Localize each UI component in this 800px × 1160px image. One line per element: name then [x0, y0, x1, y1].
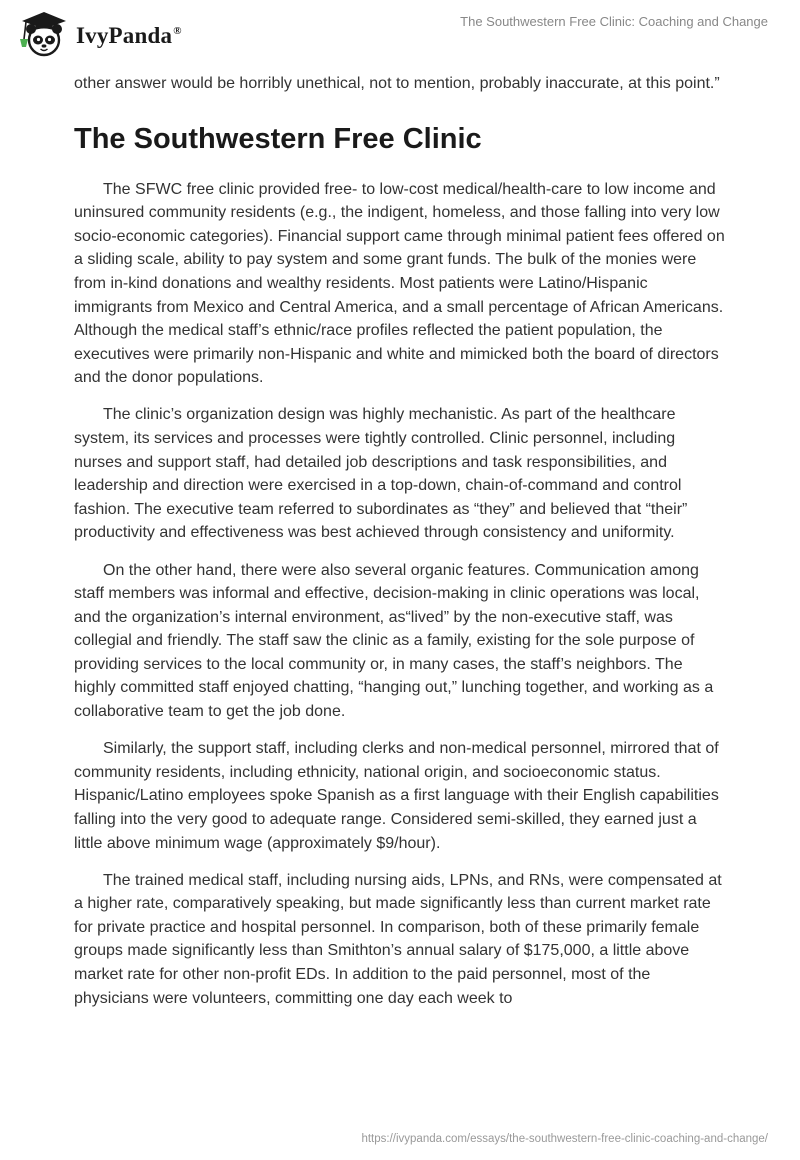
logo-brand-name: IvyPanda [76, 23, 173, 48]
paragraph-2: The clinic’s organization design was highly mechanistic. As part of the healthcare system, its services and processes were tightly controlled. Clinic personnel, including nurses and support staff, had detailed job descriptions and task responsibilities, and leadership and direction were exercised in a top-down, chain-of-command and control fashion. The executive team referred to subordinates as “they” and believed that “their” productivity and effectiveness was best achieved through consistency and uniformity. [74, 406, 688, 542]
panda-graduate-icon [14, 9, 70, 59]
registered-mark: ® [173, 25, 182, 38]
paragraph-5: The trained medical staff, including nursing aids, LPNs, and RNs, were compensated at a higher rate, comparatively speaking, but made significantly less than current market rate for private practice and hospital personnel. In comparison, both of these primarily female groups made significantly less than Smithton’s annual salary of $175,000, a little above market rate for other non-profit EDs. In addition to the paid personnel, most of the physicians were volunteers, committing one day each week to [74, 871, 722, 1007]
page-header [0, 0, 800, 70]
paragraph-1: The SFWC free clinic provided free- to low-cost medical/health-care to low income and uninsured community residents (e.g., the indigent, homeless, and those falling into very low socio-economic categories). Financial support came through minimal patient fees offered on a sliding scale, ability to pay system and some grant funds. The bulk of the monies were from in-kind donations and wealthy residents. Most patients were Latino/Hispanic immigrants from Mexico and Central America, and a small percentage of African Americans. Although the medical staff’s ethnic/race profiles reflected the patient population, the executives were primarily non-Hispanic and white and mimicked both the board of directors and the donor populations. [74, 180, 725, 387]
document-title: The Southwestern Free Clinic: Coaching and Change [460, 14, 768, 29]
source-url[interactable]: https://ivypanda.com/essays/the-southwestern-free-clinic-coaching-and-change/ [361, 1133, 768, 1145]
paragraph-4: Similarly, the support staff, including clerks and non-medical personnel, mirrored that of community residents, including ethnicity, national origin, and socioeconomic status. Hispanic/Latino employees spoke Spanish as a first language with their English capabilities falling into the very good to adequate range. Considered semi-skilled, they earned just a little above minimum wage (approximately $9/hour). [74, 740, 719, 852]
section-heading: The Southwestern Free Clinic [74, 122, 482, 155]
ivypanda-logo[interactable] [14, 9, 182, 59]
lead-paragraph: other answer would be horribly unethical, not to mention, probably inaccurate, at this point.” [74, 75, 720, 92]
paragraph-3: On the other hand, there were also several organic features. Communication among staff members was informal and effective, decision-making in clinic operations was local, and the organization’s internal environment, as“lived” by the non-executive staff, was collegial and friendly. The staff saw the clinic as a family, existing for the sole purpose of providing services to the local community or, in many cases, the staff’s neighbors. The highly committed staff enjoyed chatting, “hanging out,” lunching together, and working as a collaborative team to get the job done. [74, 561, 714, 721]
logo-wordmark [76, 23, 182, 49]
article-body [74, 72, 726, 1024]
